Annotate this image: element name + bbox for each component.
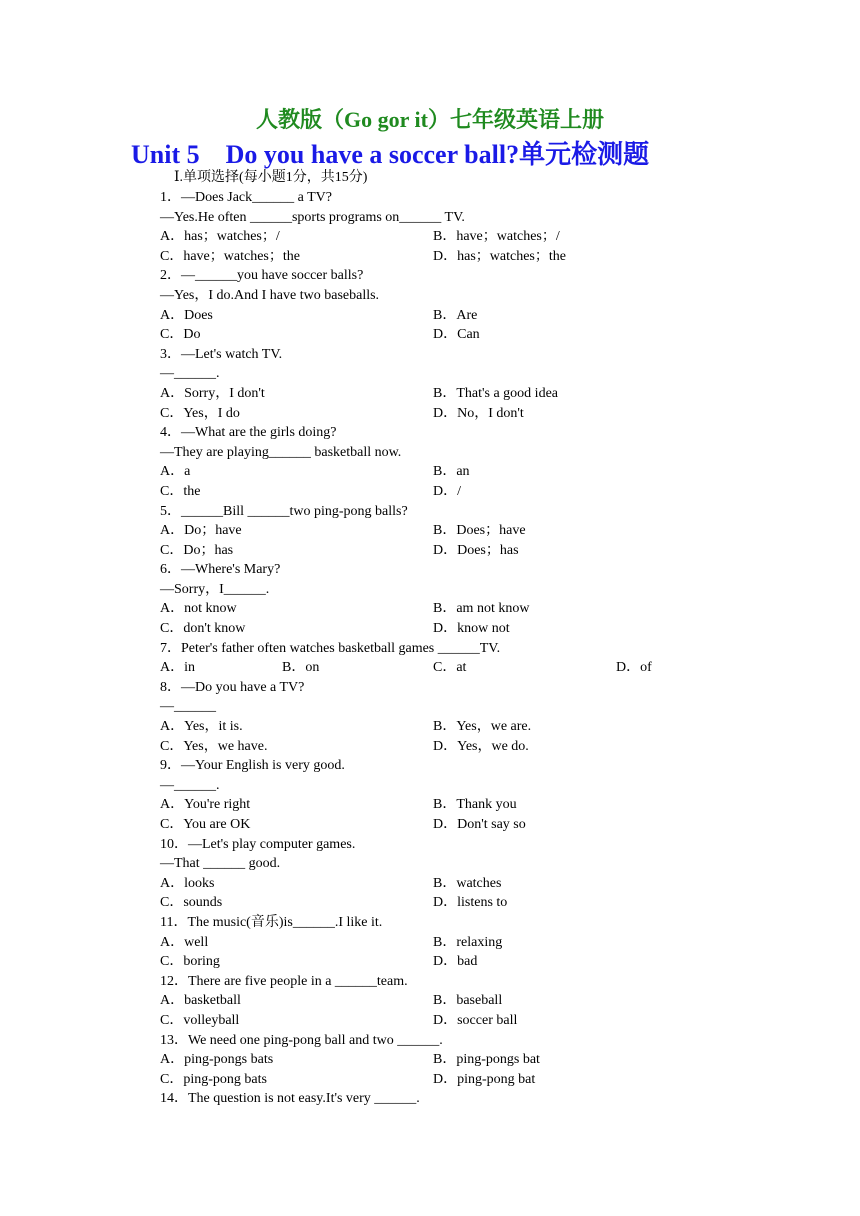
- option-a: A．well: [160, 934, 209, 950]
- option-a: C．boring: [160, 954, 220, 970]
- question-line: 8．—Do you have a TV?: [160, 679, 305, 695]
- option-c: C．at: [433, 660, 467, 676]
- question-line: —______.: [160, 777, 220, 793]
- option-b: D．Does；has: [433, 542, 519, 558]
- option-a: A．basketball: [160, 993, 241, 1009]
- option-a: A．looks: [160, 875, 215, 891]
- option-a: A．a: [160, 464, 191, 480]
- option-a: C．ping-pong bats: [160, 1071, 267, 1087]
- question-line: 11．The music(音乐)is______.I like it.: [160, 914, 383, 930]
- option-b: D．Can: [433, 327, 480, 343]
- option-row: [160, 737, 800, 757]
- option-row: [160, 521, 800, 541]
- option-b: D．bad: [433, 954, 478, 970]
- option-a: A．not know: [160, 601, 237, 617]
- section-heading: Ⅰ.单项选择(每小题1分，共15分): [174, 170, 368, 185]
- option-b: D．listens to: [433, 895, 508, 911]
- option-b: D．Don't say so: [433, 817, 526, 832]
- question-line: 10．—Let's play computer games.: [160, 836, 356, 852]
- option-a: C．sounds: [160, 895, 223, 911]
- option-row: [160, 893, 800, 913]
- option-row: [160, 933, 800, 953]
- option-b: B．Thank you: [433, 797, 517, 813]
- option-b: B．Yes，we are.: [433, 719, 532, 735]
- option-row: [160, 1050, 800, 1070]
- option-b: D．Yes，we do.: [433, 738, 529, 754]
- option-row: [160, 795, 800, 815]
- option-a: C．Yes，I do: [160, 405, 240, 421]
- option-b: B．ping-pongs bat: [433, 1052, 540, 1068]
- question-line: 9．—Your English is very good.: [160, 758, 345, 774]
- question-line: —______.: [160, 366, 220, 382]
- option-row: [160, 462, 800, 482]
- option-b: D．ping-pong bat: [433, 1071, 536, 1087]
- option-d: D．of: [616, 660, 652, 676]
- option-row: [160, 599, 800, 619]
- question-line: —Yes.He often ______sports programs on______ TV.: [160, 209, 465, 225]
- option-row: [160, 991, 800, 1011]
- question-line: —Sorry，I______.: [160, 581, 270, 597]
- question-line: 13．We need one ping-pong ball and two ______.: [160, 1032, 443, 1048]
- document-title: 人教版（Go gor it）七年级英语上册: [256, 107, 604, 132]
- option-row: [160, 541, 800, 561]
- option-a: A．Yes，it is.: [160, 719, 243, 735]
- option-a: C．You are OK: [160, 817, 251, 832]
- option-b: B．watches: [433, 875, 502, 891]
- question-line: 6．—Where's Mary?: [160, 562, 281, 578]
- question-line: —They are playing______ basketball now.: [160, 444, 402, 460]
- question-line: 12．There are five people in a ______team.: [160, 973, 408, 989]
- option-a: C．the: [160, 483, 201, 499]
- option-a: A．Do；have: [160, 523, 242, 539]
- option-a: C．volleyball: [160, 1012, 240, 1028]
- option-a: C．Do；has: [160, 542, 234, 558]
- option-b: D．has；watches；the: [433, 248, 566, 264]
- option-row: [160, 619, 800, 639]
- question-line: 2．—______you have soccer balls?: [160, 268, 364, 284]
- option-row: [160, 325, 800, 345]
- option-b: B．am not know: [433, 601, 530, 617]
- option-b: B．Are: [433, 307, 478, 323]
- option-b: B．relaxing: [433, 934, 503, 950]
- option-b: D．know not: [433, 621, 510, 637]
- option-b: B．baseball: [433, 993, 503, 1009]
- option-row: [160, 227, 800, 247]
- option-row: [160, 717, 800, 737]
- option-a: A．has；watches；/: [160, 229, 280, 245]
- question-line: 1．—Does Jack______ a TV?: [160, 190, 332, 205]
- option-row: [160, 404, 800, 424]
- option-row: [160, 1070, 800, 1090]
- option-b: B．have；watches；/: [433, 229, 560, 245]
- option-row: [160, 482, 800, 502]
- question-line: —Yes，I do.And I have two baseballs.: [160, 287, 380, 303]
- question-line: —______: [160, 699, 216, 715]
- question-line: 5．______Bill ______two ping-pong balls?: [160, 503, 408, 519]
- option-a: A．Sorry，I don't: [160, 385, 265, 401]
- option-a: C．don't know: [160, 621, 246, 637]
- option-a: C．Do: [160, 327, 201, 343]
- option-b: B．on: [282, 660, 320, 676]
- option-row: [160, 1011, 800, 1031]
- option-row: [160, 384, 800, 404]
- option-a: A．Does: [160, 307, 213, 323]
- option-b: D．No，I don't: [433, 405, 524, 421]
- question-line: 7．Peter's father often watches basketball games ______TV.: [160, 640, 501, 656]
- option-b: B．That's a good idea: [433, 385, 558, 401]
- option-b: D．soccer ball: [433, 1012, 518, 1028]
- document-subtitle: Unit 5 Do you have a soccer ball?单元检测题: [131, 140, 650, 169]
- option-b: B．an: [433, 464, 470, 480]
- option-b: D．/: [433, 483, 461, 499]
- option-a: A．ping-pongs bats: [160, 1052, 274, 1068]
- option-a: C．Yes，we have.: [160, 738, 268, 754]
- option-row: [160, 952, 800, 972]
- question-line: —That ______ good.: [160, 856, 281, 872]
- option-row: [160, 306, 800, 326]
- option-a: A．in: [160, 660, 195, 676]
- option-row: [160, 658, 800, 678]
- option-a: A．You're right: [160, 797, 251, 813]
- option-row: [160, 247, 800, 267]
- option-b: B．Does；have: [433, 523, 526, 539]
- question-line: 4．—What are the girls doing?: [160, 425, 337, 441]
- option-row: [160, 874, 800, 894]
- option-row: [160, 815, 800, 835]
- question-line: 3．—Let's watch TV.: [160, 346, 283, 362]
- question-list: [160, 188, 800, 1109]
- option-a: C．have；watches；the: [160, 248, 300, 264]
- question-line: 14．The question is not easy.It's very ______.: [160, 1091, 420, 1107]
